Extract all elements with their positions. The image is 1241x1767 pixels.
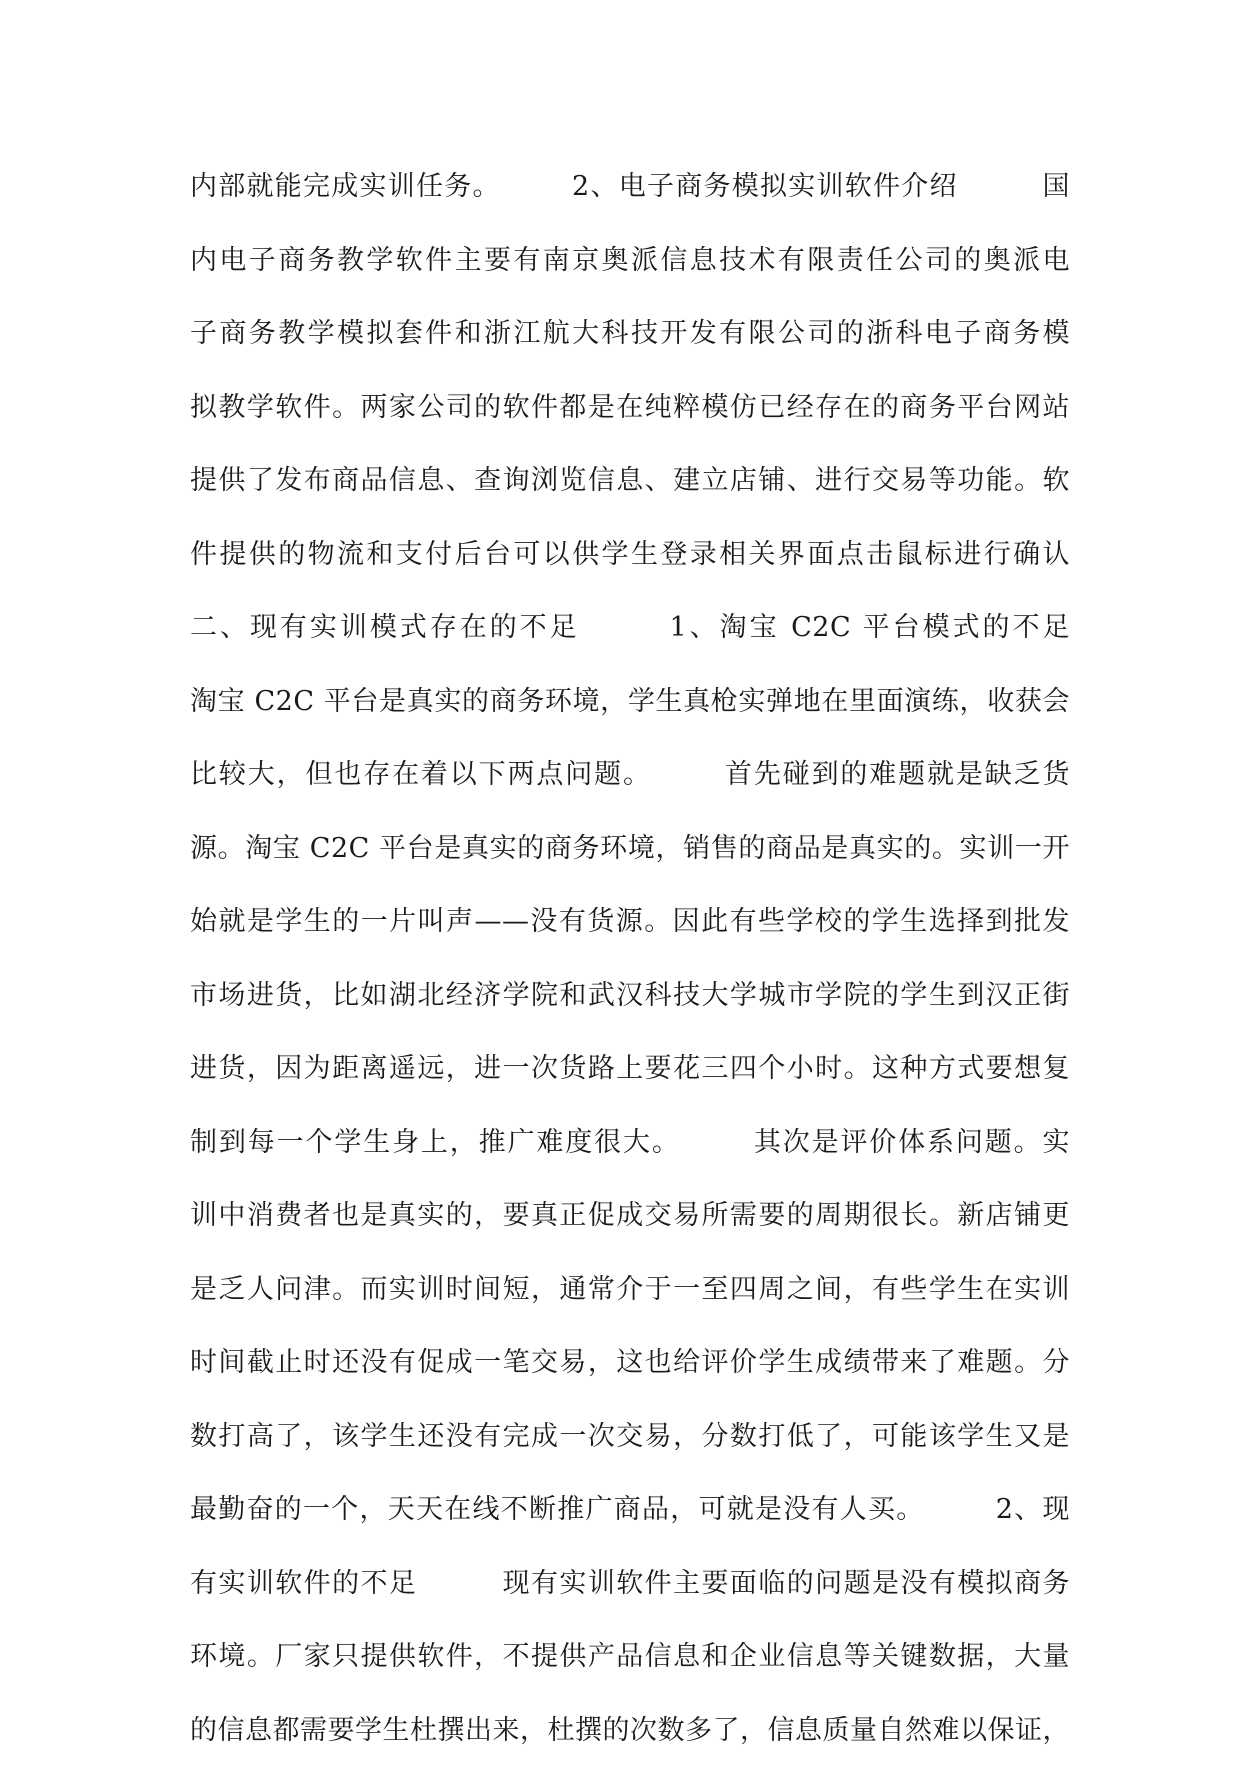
- text-line: 提供了发布商品信息、查询浏览信息、建立店铺、进行交易等功能。软: [190, 444, 1070, 518]
- text-line: 件提供的物流和支付后台可以供学生登录相关界面点击鼠标进行确认: [190, 518, 1070, 592]
- text-line: 淘宝 C2C 平台是真实的商务环境，学生真枪实弹地在里面演练，收获会: [190, 665, 1070, 739]
- text-line: 拟教学软件。两家公司的软件都是在纯粹模仿已经存在的商务平台网站: [190, 371, 1070, 445]
- text-line: 源。淘宝 C2C 平台是真实的商务环境，销售的商品是真实的。实训一开: [190, 812, 1070, 886]
- text-line: 内部就能完成实训任务。 2、电子商务模拟实训软件介绍 国: [190, 150, 1070, 224]
- text-line: 最勤奋的一个，天天在线不断推广商品，可就是没有人买。 2、现: [190, 1473, 1070, 1547]
- text-line: 的信息都需要学生杜撰出来，杜撰的次数多了，信息质量自然难以保证，: [190, 1694, 1070, 1767]
- text-line: 制到每一个学生身上，推广难度很大。 其次是评价体系问题。实: [190, 1106, 1070, 1180]
- text-line: 训中消费者也是真实的，要真正促成交易所需要的周期很长。新店铺更: [190, 1179, 1070, 1253]
- text-line: 二、现有实训模式存在的不足 1、淘宝 C2C 平台模式的不足: [190, 591, 1070, 665]
- text-line: 子商务教学模拟套件和浙江航大科技开发有限公司的浙科电子商务模: [190, 297, 1070, 371]
- text-line: 始就是学生的一片叫声——没有货源。因此有些学校的学生选择到批发: [190, 885, 1070, 959]
- text-line: 有实训软件的不足 现有实训软件主要面临的问题是没有模拟商务: [190, 1547, 1070, 1621]
- text-line: 数打高了，该学生还没有完成一次交易，分数打低了，可能该学生又是: [190, 1400, 1070, 1474]
- text-line: 时间截止时还没有促成一笔交易，这也给评价学生成绩带来了难题。分: [190, 1326, 1070, 1400]
- text-line: 比较大，但也存在着以下两点问题。 首先碰到的难题就是缺乏货: [190, 738, 1070, 812]
- body-text: [190, 150, 1070, 1767]
- text-line: 环境。厂家只提供软件，不提供产品信息和企业信息等关键数据，大量: [190, 1620, 1070, 1694]
- text-line: 内电子商务教学软件主要有南京奥派信息技术有限责任公司的奥派电: [190, 224, 1070, 298]
- text-line: 进货，因为距离遥远，进一次货路上要花三四个小时。这种方式要想复: [190, 1032, 1070, 1106]
- text-line: 是乏人问津。而实训时间短，通常介于一至四周之间，有些学生在实训: [190, 1253, 1070, 1327]
- text-line: 市场进货，比如湖北经济学院和武汉科技大学城市学院的学生到汉正街: [190, 959, 1070, 1033]
